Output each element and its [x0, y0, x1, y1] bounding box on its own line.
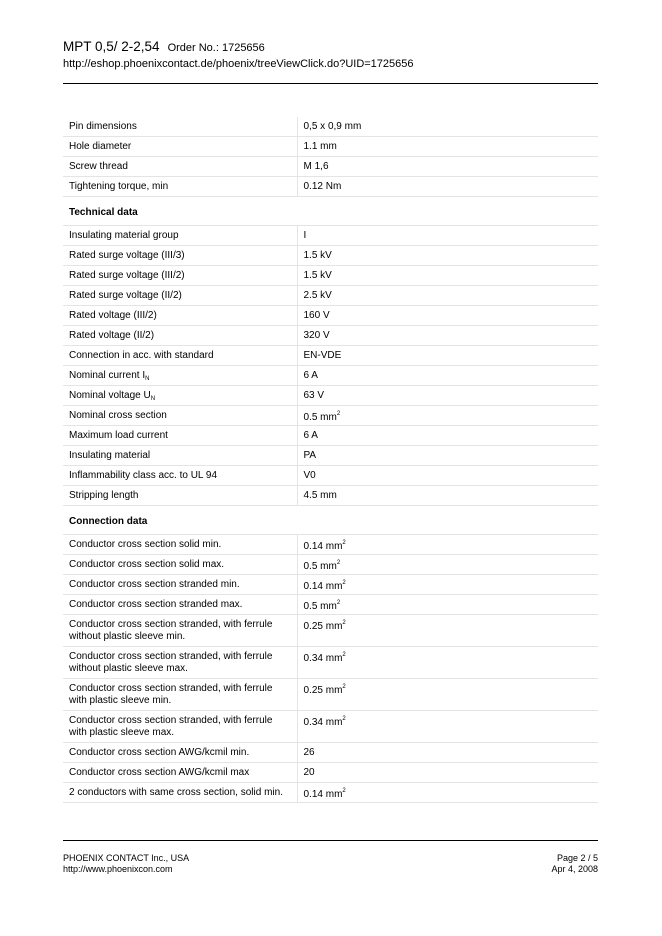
spec-label: Rated surge voltage (III/3) — [63, 246, 297, 266]
title-line — [63, 38, 598, 57]
spec-row — [63, 679, 598, 711]
spec-row — [63, 763, 598, 783]
spec-label: Insulating material group — [63, 226, 297, 246]
spec-value: 0.34 $mm^2$ — [297, 711, 598, 743]
spec-label: Screw thread — [63, 157, 297, 177]
spec-row — [63, 266, 598, 286]
spec-row — [63, 711, 598, 743]
technical-rows — [63, 226, 598, 506]
footer-website[interactable]: http://www.phoenixcon.com — [63, 864, 173, 874]
spec-row — [63, 366, 598, 386]
product-url[interactable]: http://eshop.phoenixcontact.de/phoenix/treeViewClick.do?UID=1725656 — [63, 58, 414, 70]
connection-section — [63, 506, 598, 535]
spec-table — [63, 117, 598, 803]
spec-label: 2 conductors with same cross section, solid min. — [63, 783, 297, 803]
spec-label: Conductor cross section stranded, with ferrule with plastic sleeve max. — [63, 711, 297, 743]
spec-label: Conductor cross section stranded max. — [63, 595, 297, 615]
page-header — [63, 38, 598, 71]
section-title-technical: Technical data — [63, 203, 598, 226]
spec-label: Nominal current $I_N$ — [63, 366, 297, 386]
spec-label: Insulating material — [63, 446, 297, 466]
spec-label: Conductor cross section stranded, with ferrule without plastic sleeve min. — [63, 615, 297, 647]
spec-label: Nominal voltage $U_N$ — [63, 386, 297, 406]
spec-label: Pin dimensions — [63, 117, 297, 137]
spec-value: PA — [297, 446, 598, 466]
spec-value: 20 — [297, 763, 598, 783]
spec-label: Conductor cross section solid min. — [63, 535, 297, 555]
spec-row — [63, 486, 598, 506]
footer-date: Apr 4, 2008 — [551, 864, 598, 874]
spec-row — [63, 743, 598, 763]
spec-content — [63, 117, 598, 803]
spec-row — [63, 426, 598, 446]
spec-label: Rated voltage (III/2) — [63, 306, 297, 326]
spec-label: Conductor cross section stranded, with ferrule without plastic sleeve max. — [63, 647, 297, 679]
spec-row — [63, 783, 598, 803]
spec-value: V0 — [297, 466, 598, 486]
spec-row — [63, 406, 598, 426]
spec-value: 160 V — [297, 306, 598, 326]
section-title-connection: Connection data — [63, 512, 598, 535]
spec-label: Conductor cross section stranded min. — [63, 575, 297, 595]
spec-label: Conductor cross section stranded, with ferrule with plastic sleeve min. — [63, 679, 297, 711]
spec-row — [63, 177, 598, 197]
spec-label: Conductor cross section solid max. — [63, 555, 297, 575]
spec-value: M 1,6 — [297, 157, 598, 177]
footer-company: PHOENIX CONTACT Inc., USA — [63, 853, 190, 863]
spec-value: 63 V — [297, 386, 598, 406]
order-number: Order No.: 1725656 — [167, 42, 265, 54]
spec-label: Tightening torque, min — [63, 177, 297, 197]
spec-label: Stripping length — [63, 486, 297, 506]
spec-row — [63, 615, 598, 647]
spec-row — [63, 137, 598, 157]
spec-value: 0.5 $mm^2$ — [297, 555, 598, 575]
spec-value: 4.5 mm — [297, 486, 598, 506]
spec-value: 0.25 $mm^2$ — [297, 679, 598, 711]
spec-row — [63, 157, 598, 177]
spec-row — [63, 346, 598, 366]
footer-divider — [63, 840, 598, 841]
spec-row — [63, 595, 598, 615]
connection-rows — [63, 535, 598, 803]
spec-value: 0.34 $mm^2$ — [297, 647, 598, 679]
spec-value: 0.14 $mm^2$ — [297, 575, 598, 595]
spec-label: Connection in acc. with standard — [63, 346, 297, 366]
spec-row — [63, 466, 598, 486]
spec-row — [63, 117, 598, 137]
spec-row — [63, 555, 598, 575]
spec-row — [63, 326, 598, 346]
spec-value: 2.5 kV — [297, 286, 598, 306]
spec-label: Rated surge voltage (III/2) — [63, 266, 297, 286]
spec-row — [63, 286, 598, 306]
spec-value: 0.12 Nm — [297, 177, 598, 197]
spec-row — [63, 306, 598, 326]
spec-value: 0.5 $mm^2$ — [297, 595, 598, 615]
spec-label: Maximum load current — [63, 426, 297, 446]
spec-value: 0.14 $mm^2$ — [297, 535, 598, 555]
header-divider — [63, 83, 598, 84]
spec-label: Rated surge voltage (II/2) — [63, 286, 297, 306]
spec-label: Inflammability class acc. to UL 94 — [63, 466, 297, 486]
spec-value: 1.5 kV — [297, 246, 598, 266]
spec-row — [63, 647, 598, 679]
product-title: MPT 0,5/ 2-2,54 — [63, 39, 160, 54]
spec-label: Conductor cross section AWG/kcmil min. — [63, 743, 297, 763]
spec-value: I — [297, 226, 598, 246]
spec-row — [63, 535, 598, 555]
spec-row — [63, 386, 598, 406]
spec-label: Rated voltage (II/2) — [63, 326, 297, 346]
spec-value: 0.14 $mm^2$ — [297, 783, 598, 803]
spec-label: Conductor cross section AWG/kcmil max — [63, 763, 297, 783]
spec-label: Nominal cross section — [63, 406, 297, 426]
spec-row — [63, 575, 598, 595]
spec-label: Hole diameter — [63, 137, 297, 157]
spec-value: 0.25 $mm^2$ — [297, 615, 598, 647]
footer-page-number: Page 2 / 5 — [556, 853, 598, 863]
spec-value: 6 A — [297, 366, 598, 386]
spec-value: 1.1 mm — [297, 137, 598, 157]
spec-value: 1.5 kV — [297, 266, 598, 286]
spec-value: 320 V — [297, 326, 598, 346]
spec-value: 6 A — [297, 426, 598, 446]
spec-row — [63, 246, 598, 266]
general-rows — [63, 117, 598, 197]
spec-value: 0.5 $mm^2$ — [297, 406, 598, 426]
technical-section — [63, 197, 598, 226]
spec-value: 26 — [297, 743, 598, 763]
spec-row — [63, 226, 598, 246]
spec-row — [63, 446, 598, 466]
spec-value: 0,5 x 0,9 mm — [297, 117, 598, 137]
spec-value: EN-VDE — [297, 346, 598, 366]
